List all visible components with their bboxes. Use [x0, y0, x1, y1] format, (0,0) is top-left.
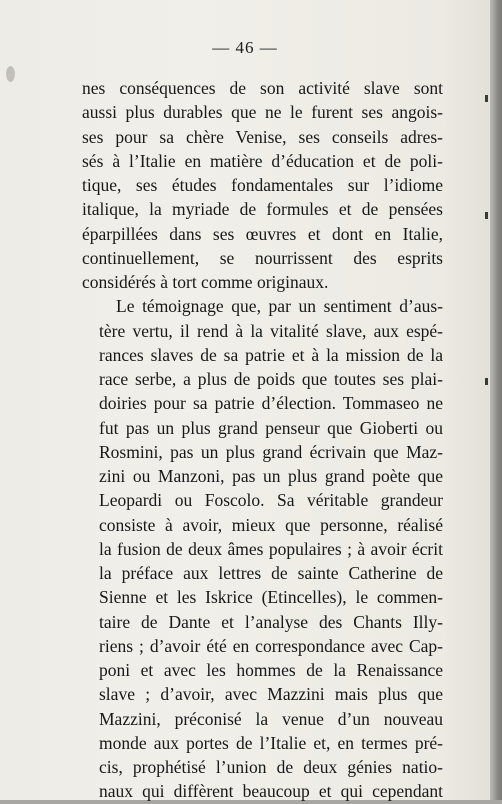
text-line: considérés à tort comme originaux.: [82, 272, 329, 292]
text-line: Le témoignage que, par un sentiment d’aus-: [116, 296, 443, 317]
text-line: tique, ses études fondamentales sur l’idiome: [82, 175, 443, 195]
text-line: naux qui diffèrent beaucoup et qui cependant: [99, 781, 443, 802]
text-line: Sienne et les Iskrice (Etincelles), le commen-: [99, 587, 443, 608]
edge-mark: [485, 95, 488, 102]
text-line: zini ou Manzoni, pas un plus grand poète que: [99, 466, 443, 486]
edge-mark: [485, 212, 488, 219]
edge-mark: [485, 378, 488, 385]
text-line: rances slaves de sa patrie et à la mission de la: [99, 344, 443, 365]
text-line: aussi plus durables que ne le furent ses angois-: [82, 102, 443, 123]
text-line: consiste à avoir, mieux que personne, réalisé: [99, 514, 443, 535]
text-line: continuellement, se nourrissent des esprits: [82, 247, 443, 268]
text-line: Rosmini, pas un plus grand écrivain que Maz-: [99, 441, 443, 462]
text-line: italique, la myriade de formules et de pensées: [82, 199, 443, 220]
text-line: ses pour sa chère Venise, ses conseils adres-: [82, 126, 443, 147]
text-line: sés à l’Italie en matière d’éducation et de poli-: [82, 150, 443, 171]
body-text: [82, 76, 443, 804]
text-line: race serbe, a plus de poids que toutes ses plai-: [99, 369, 443, 389]
page-edge-shadow: [490, 0, 502, 800]
text-line: nes conséquences de son activité slave sont: [82, 78, 443, 98]
paragraph-1: [82, 76, 443, 294]
text-line: la préface aux lettres de sainte Catherine de: [99, 563, 443, 583]
text-line: doiries pour sa patrie d’élection. Tommaseo ne: [99, 393, 443, 414]
text-line: slave ; d’avoir, avec Mazzini mais plus que: [99, 684, 443, 705]
text-line: éparpillées dans ses œuvres et dont en Italie,: [82, 223, 443, 244]
text-line: tère vertu, il rend à la vitalité slave, aux espé-: [99, 320, 443, 341]
text-line: cis, prophétisé l’union de deux génies natio-: [99, 757, 443, 777]
text-line: monde aux portes de l’Italie et, en termes pré-: [99, 732, 443, 753]
text-line: taire de Dante et l’analyse des Chants Illy-: [99, 611, 443, 632]
page-number: — 46 —: [212, 38, 278, 57]
text-line: la fusion de deux âmes populaires ; à avoir écrit: [99, 538, 443, 559]
text-line: fut pas un plus grand penseur que Gioberti ou: [99, 417, 443, 438]
text-line: Leopardi ou Foscolo. Sa véritable grandeur: [99, 490, 443, 511]
text-line: Mazzini, préconisé la venue d’un nouveau: [99, 708, 443, 729]
text-line: poni et avec les hommes de la Renaissance: [99, 660, 443, 680]
text-line: riens ; d’avoir été en correspondance avec Cap-: [99, 635, 443, 656]
paragraph-2: [82, 294, 443, 803]
paper-stain: [6, 66, 15, 82]
